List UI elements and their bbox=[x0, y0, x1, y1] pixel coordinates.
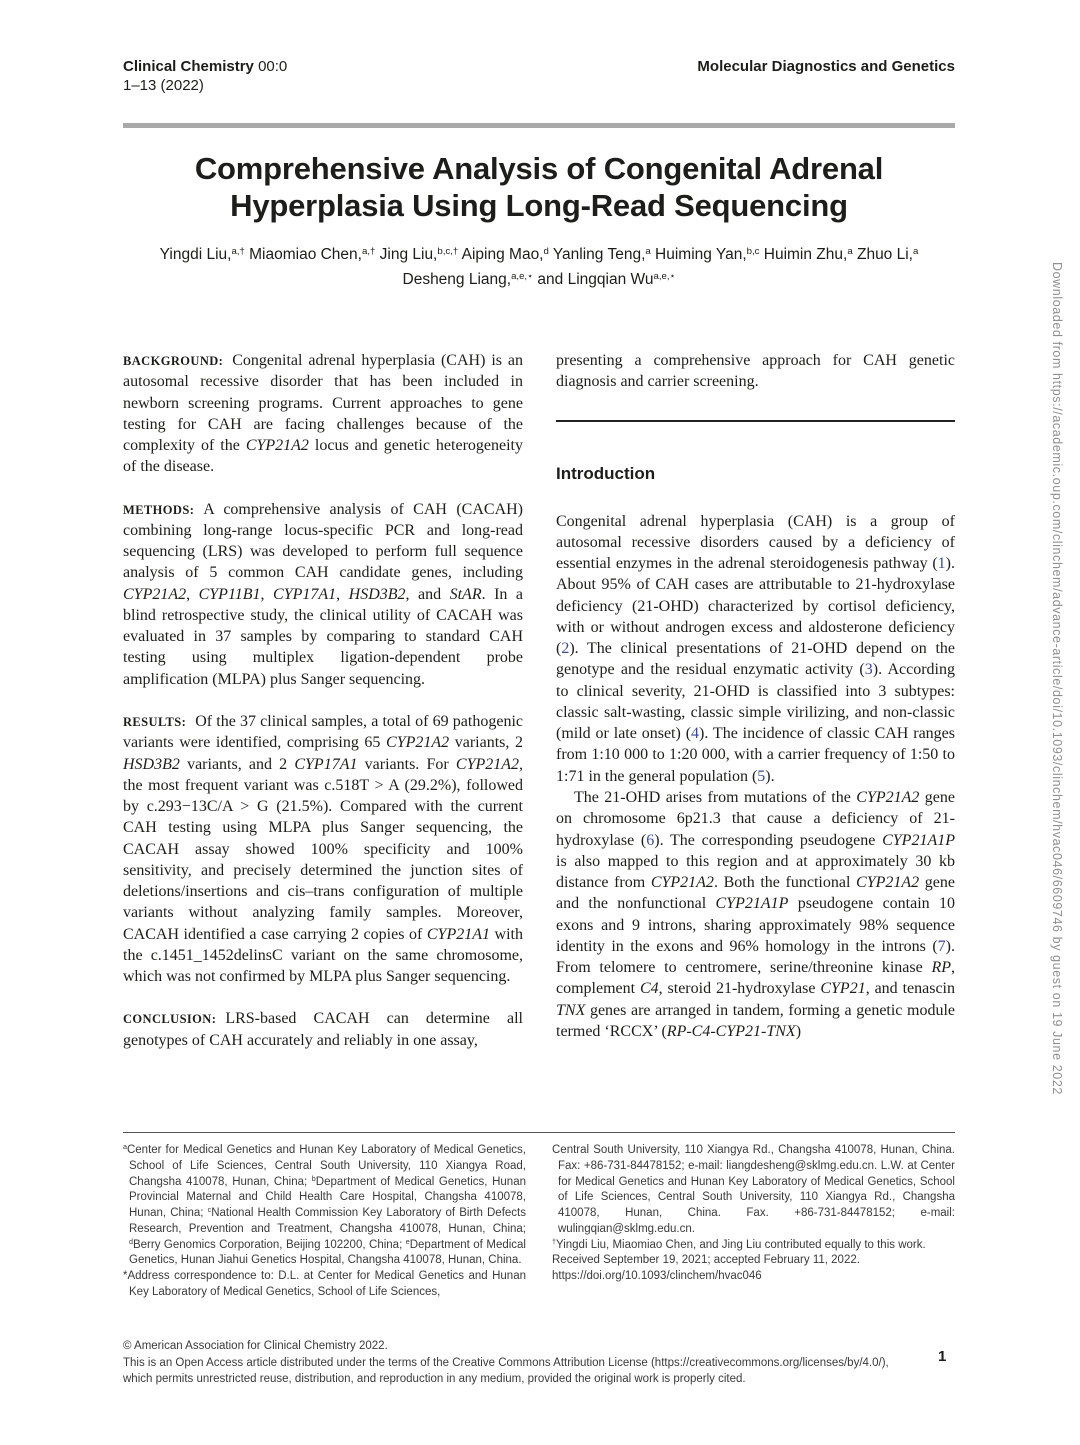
superscript-marker: a bbox=[123, 1143, 127, 1152]
abstract-column bbox=[123, 350, 523, 1072]
conclusion-continuation: presenting a comprehensive approach for CAH genetic diagnosis and carrier screening. bbox=[556, 352, 955, 391]
superscript-marker: a,† bbox=[361, 245, 376, 257]
introduction-heading: Introduction bbox=[556, 463, 656, 483]
gene-name-italic: CYP21A2 bbox=[386, 734, 450, 752]
superscript-marker: d bbox=[543, 245, 549, 257]
superscript-marker: e bbox=[405, 1237, 410, 1246]
footer-license: This is an Open Access article distributed under the terms of the Creative Commons Attribution License (https://creativecommons.org/licenses/by/4.0/), which permits unrestricted reuse, distribution, and reproduction in any medium, provided the original work is properly cited. bbox=[123, 1356, 889, 1386]
superscript-marker: a,† bbox=[231, 245, 245, 257]
superscript-marker: a bbox=[645, 245, 651, 257]
gene-name-italic: CYP21A1P bbox=[882, 831, 955, 849]
footer-license-block bbox=[123, 1338, 891, 1388]
abstract-background-text: Congenital adrenal hyperplasia (CAH) is an autosomal recessive disorder that has been included in newborn screening programs. Current approaches to gene testing for CAH are facing challenges because of the complexity of the CYP21A2 locus and genetic heterogeneity of the disease. bbox=[123, 352, 524, 476]
gene-name-italic: CYP21A2 bbox=[856, 788, 920, 806]
introduction-paragraph-2: The 21-OHD arises from mutations of the CYP21A2 gene on chromosome 6p21.3 that cause a deficiency of 21-hydroxylase (6). The corresponding pseudogene CYP21A1P is also mapped to this region and at approximately 30 kb distance from CYP21A2. Both the functional CYP21A2 gene and the nonfunctional CYP21A1P pseudogene contain 10 exons and 9 introns, sharing approximately 98% sequence identity in the exons and 96% homology in the introns (7). From telomere to centromere, serine/threonine kinase RP, complement C4, steroid 21-hydroxylase CYP21, and tenascin TNX genes are arranged in tandem, forming a genetic module termed ‘RCCX’ (RP-C4-CYP21-TNX) bbox=[556, 788, 956, 1040]
footnote-equal-contribution: †Yingdi Liu, Miaomiao Chen, and Jing Liu contributed equally to this work. bbox=[552, 1237, 926, 1251]
journal-header bbox=[123, 58, 955, 96]
article-title: Comprehensive Analysis of Congenital Adrenal Hyperplasia Using Long-Read Sequencing bbox=[194, 151, 884, 224]
superscript-marker: a bbox=[912, 245, 919, 257]
abstract-results-text: Of the 37 clinical samples, a total of 69 pathogenic variants were identified, comprising 65 CYP21A2 variants, 2 HSD3B2 variants, and 2 CYP17A1 variants. For CYP21A2, the most frequent variant was c.518T > A (29.2%), followed by c.293−13C/A > G (21.5%). Compared with the current CAH testing using MLPA plus Sanger sequencing, the CACAH assay showed 100% specificity and 100% sensitivity, and precisely determined the junction sites of deletions/insertions and cis–trans configuration of multiple variants without analyzing family samples. Moreover, CACAH identified a case carrying 2 copies of CYP21A1 with the c.1451_1452delinsC variant on the same chromosome, which was not confirmed by MLPA plus Sanger sequencing. bbox=[123, 712, 524, 986]
superscript-marker: a,e,⋆ bbox=[511, 270, 534, 282]
footnote-received-dates: Received September 19, 2021; accepted February 11, 2022. bbox=[552, 1254, 860, 1267]
download-notice: Downloaded from https://academic.oup.com/clinchem/advance-article/doi/10.1093/clinchem/hvac046/6609746 by guest on 19 June 2022 bbox=[1050, 262, 1064, 1095]
gene-name-italic: CYP21A2 bbox=[123, 585, 187, 603]
footnote-divider-rule bbox=[123, 1132, 955, 1133]
citation-link[interactable]: 3 bbox=[864, 661, 873, 679]
footnote-correspondence-continuation: Central South University, 110 Xiangya Rd., Changsha 410078, Hunan, China. Fax: +86-731-84478152; e-mail: liangdesheng@sklmg.edu.cn. L.W. at Center for Medical Genetics and Hunan Key Laboratory of Medical Genetics, School of Life Sciences, Central South University, 110 Xiangya Rd., Changsha 410078, Hunan, China. Fax. +86-731-84478152; e-mail: wulingqian@sklmg.edu.cn. bbox=[552, 1144, 955, 1235]
abstract-background-paragraph bbox=[123, 350, 523, 478]
author-list bbox=[123, 243, 955, 293]
gene-name-italic: CYP21A2 bbox=[650, 874, 714, 892]
journal-pages-year: 1–13 (2022) bbox=[123, 76, 204, 94]
superscript-marker: b,c,† bbox=[437, 245, 459, 257]
superscript-marker: d bbox=[129, 1237, 133, 1246]
superscript-marker: b bbox=[311, 1174, 316, 1183]
abstract-methods-text: A comprehensive analysis of CAH (CACAH) combining long-range locus-specific PCR and long-read sequencing (LRS) was developed to perform full sequence analysis of 5 common CAH candidate genes, including CYP21A2, CYP11B1, CYP17A1, HSD3B2, and StAR. In a blind retrospective study, the clinical utility of CACAH was evaluated in 37 samples by comparing to standard CAH testing using multiplex ligation-dependent probe amplification (MLPA) plus Sanger sequencing. bbox=[123, 500, 524, 688]
gene-name-italic: HSD3B2 bbox=[123, 755, 180, 773]
footer-copyright: © American Association for Clinical Chemistry 2022. bbox=[123, 1340, 388, 1352]
citation-link[interactable]: 6 bbox=[646, 831, 655, 849]
gene-name-italic: CYP21 bbox=[820, 980, 866, 998]
gene-name-italic: CYP21A1P bbox=[715, 895, 789, 913]
footnotes-section bbox=[123, 1143, 955, 1301]
superscript-marker: † bbox=[552, 1237, 556, 1246]
journal-name: Clinical Chemistry bbox=[123, 58, 254, 75]
abstract-conclusion-paragraph bbox=[123, 1008, 523, 1051]
footnote-affiliations: $^a$Center for Medical Genetics and Hunan Key Laboratory of Medical Genetics, School of Life Sciences, Central South University, 110 Xiangya Road, Changsha 410078, Hunan, China; $^b$Department of Medical Genetics, Hunan Provincial Maternal and Child Health Care Hospital, Changsha 410078, Hunan, China; $^c$National Health Commission Key Laboratory of Birth Defects Research, Prevention and Treatment, Changsha 410078, Hunan, China; $^d$Berry Genomics Corporation, Beijing 102200, China; $^e$Department of Medical Genetics, Hunan Jiahui Genetics Hospital, Changsha 410078, Hunan, China. bbox=[123, 1143, 526, 1267]
gene-name-italic: TNX bbox=[556, 1001, 586, 1019]
footnotes-right-column bbox=[552, 1143, 955, 1301]
introduction-paragraph-1: Congenital adrenal hyperplasia (CAH) is a group of autosomal recessive disorders caused by a deficiency of essential enzymes in the adrenal steroidogenesis pathway (1). About 95% of CAH cases are attributable to 21-hydroxylase deficiency (21-OHD) characterized by cortisol deficiency, with or without androgen excess and aldosterone deficiency (2). The clinical presentations of 21-OHD depend on the genotype and the residual enzymatic activity (3). According to clinical severity, 21-OHD is classified into 3 subtypes: classic salt-wasting, classic simple virilizing, and non-classic (mild or late onset) (4). The incidence of classic CAH ranges from 1:10 000 to 1:20 000, with a carrier frequency of 1:50 to 1:71 in the general population (5). bbox=[556, 512, 955, 785]
superscript-marker: a,e,⋆ bbox=[653, 270, 676, 282]
abstract-section-label: METHODS: bbox=[123, 502, 195, 517]
gene-name-italic: RP-C4-CYP21-TNX bbox=[666, 1022, 796, 1040]
abstract-section-label: CONCLUSION: bbox=[123, 1012, 217, 1027]
gene-name-italic: StAR bbox=[449, 585, 482, 603]
abstract-results-paragraph bbox=[123, 711, 523, 987]
section-divider-rule bbox=[556, 420, 955, 422]
gene-name-italic: CYP17A1 bbox=[273, 585, 337, 603]
superscript-marker: b,c bbox=[746, 245, 760, 257]
abstract-section-label: RESULTS: bbox=[123, 714, 187, 729]
superscript-marker: a bbox=[847, 245, 853, 257]
abstract-section-label: BACKGROUND: bbox=[123, 354, 224, 368]
footnote-correspondence: *Address correspondence to: D.L. at Center for Medical Genetics and Hunan Key Laboratory of Medical Genetics, School of Life Sciences, bbox=[123, 1270, 526, 1298]
main-text-column bbox=[556, 350, 955, 1042]
gene-name-italic: CYP11B1 bbox=[198, 585, 261, 603]
citation-link[interactable]: 1 bbox=[937, 555, 946, 573]
citation-link[interactable]: 2 bbox=[561, 640, 570, 658]
journal-section-label: Molecular Diagnostics and Genetics bbox=[697, 58, 955, 75]
gene-name-italic: CYP17A1 bbox=[294, 755, 358, 773]
header-divider-bar bbox=[123, 123, 955, 128]
abstract-conclusion-text: LRS-based CACAH can determine all genotypes of CAH accurately and reliably in one assay, bbox=[123, 1010, 523, 1049]
gene-name-italic: HSD3B2 bbox=[348, 585, 406, 603]
gene-name-italic: CYP21A2 bbox=[856, 874, 920, 892]
gene-name-italic: C4 bbox=[639, 980, 659, 998]
citation-link[interactable]: 7 bbox=[937, 937, 946, 955]
gene-name-italic: RP bbox=[931, 959, 951, 977]
gene-name-italic: CYP21A2, bbox=[455, 755, 524, 773]
authors-line-1: Yingdi Liu,$^{a,\dagger}$ Miaomiao Chen,$^{a,\dagger}$ Jing Liu,$^{b,c,\dagger}$ Aiping Mao,$^d$ Yanling Teng,$^a$ Huiming Yan,$^{b,c}$ Huimin Zhu,$^a$ Zhuo Li,$^a$ bbox=[159, 245, 919, 263]
citation-link[interactable]: 4 bbox=[691, 725, 700, 743]
journal-citation bbox=[123, 58, 287, 96]
gene-name-italic: CYP21A1 bbox=[426, 925, 490, 943]
authors-line-2: Desheng Liang,$^{a,e,⋆}$ and Lingqian $Wu^{a,e,⋆}$ bbox=[402, 270, 676, 288]
citation-link[interactable]: 5 bbox=[757, 767, 766, 785]
journal-issue: 00:0 bbox=[258, 58, 288, 75]
footnote-doi-link[interactable]: https://doi.org/10.1093/clinchem/hvac046 bbox=[552, 1270, 762, 1282]
abstract-methods-paragraph bbox=[123, 499, 523, 690]
gene-name-italic: CYP21A2 bbox=[245, 437, 309, 455]
footnotes-left-column bbox=[123, 1143, 526, 1301]
superscript-marker: c bbox=[207, 1206, 212, 1215]
page-number: 1 bbox=[938, 1348, 947, 1365]
